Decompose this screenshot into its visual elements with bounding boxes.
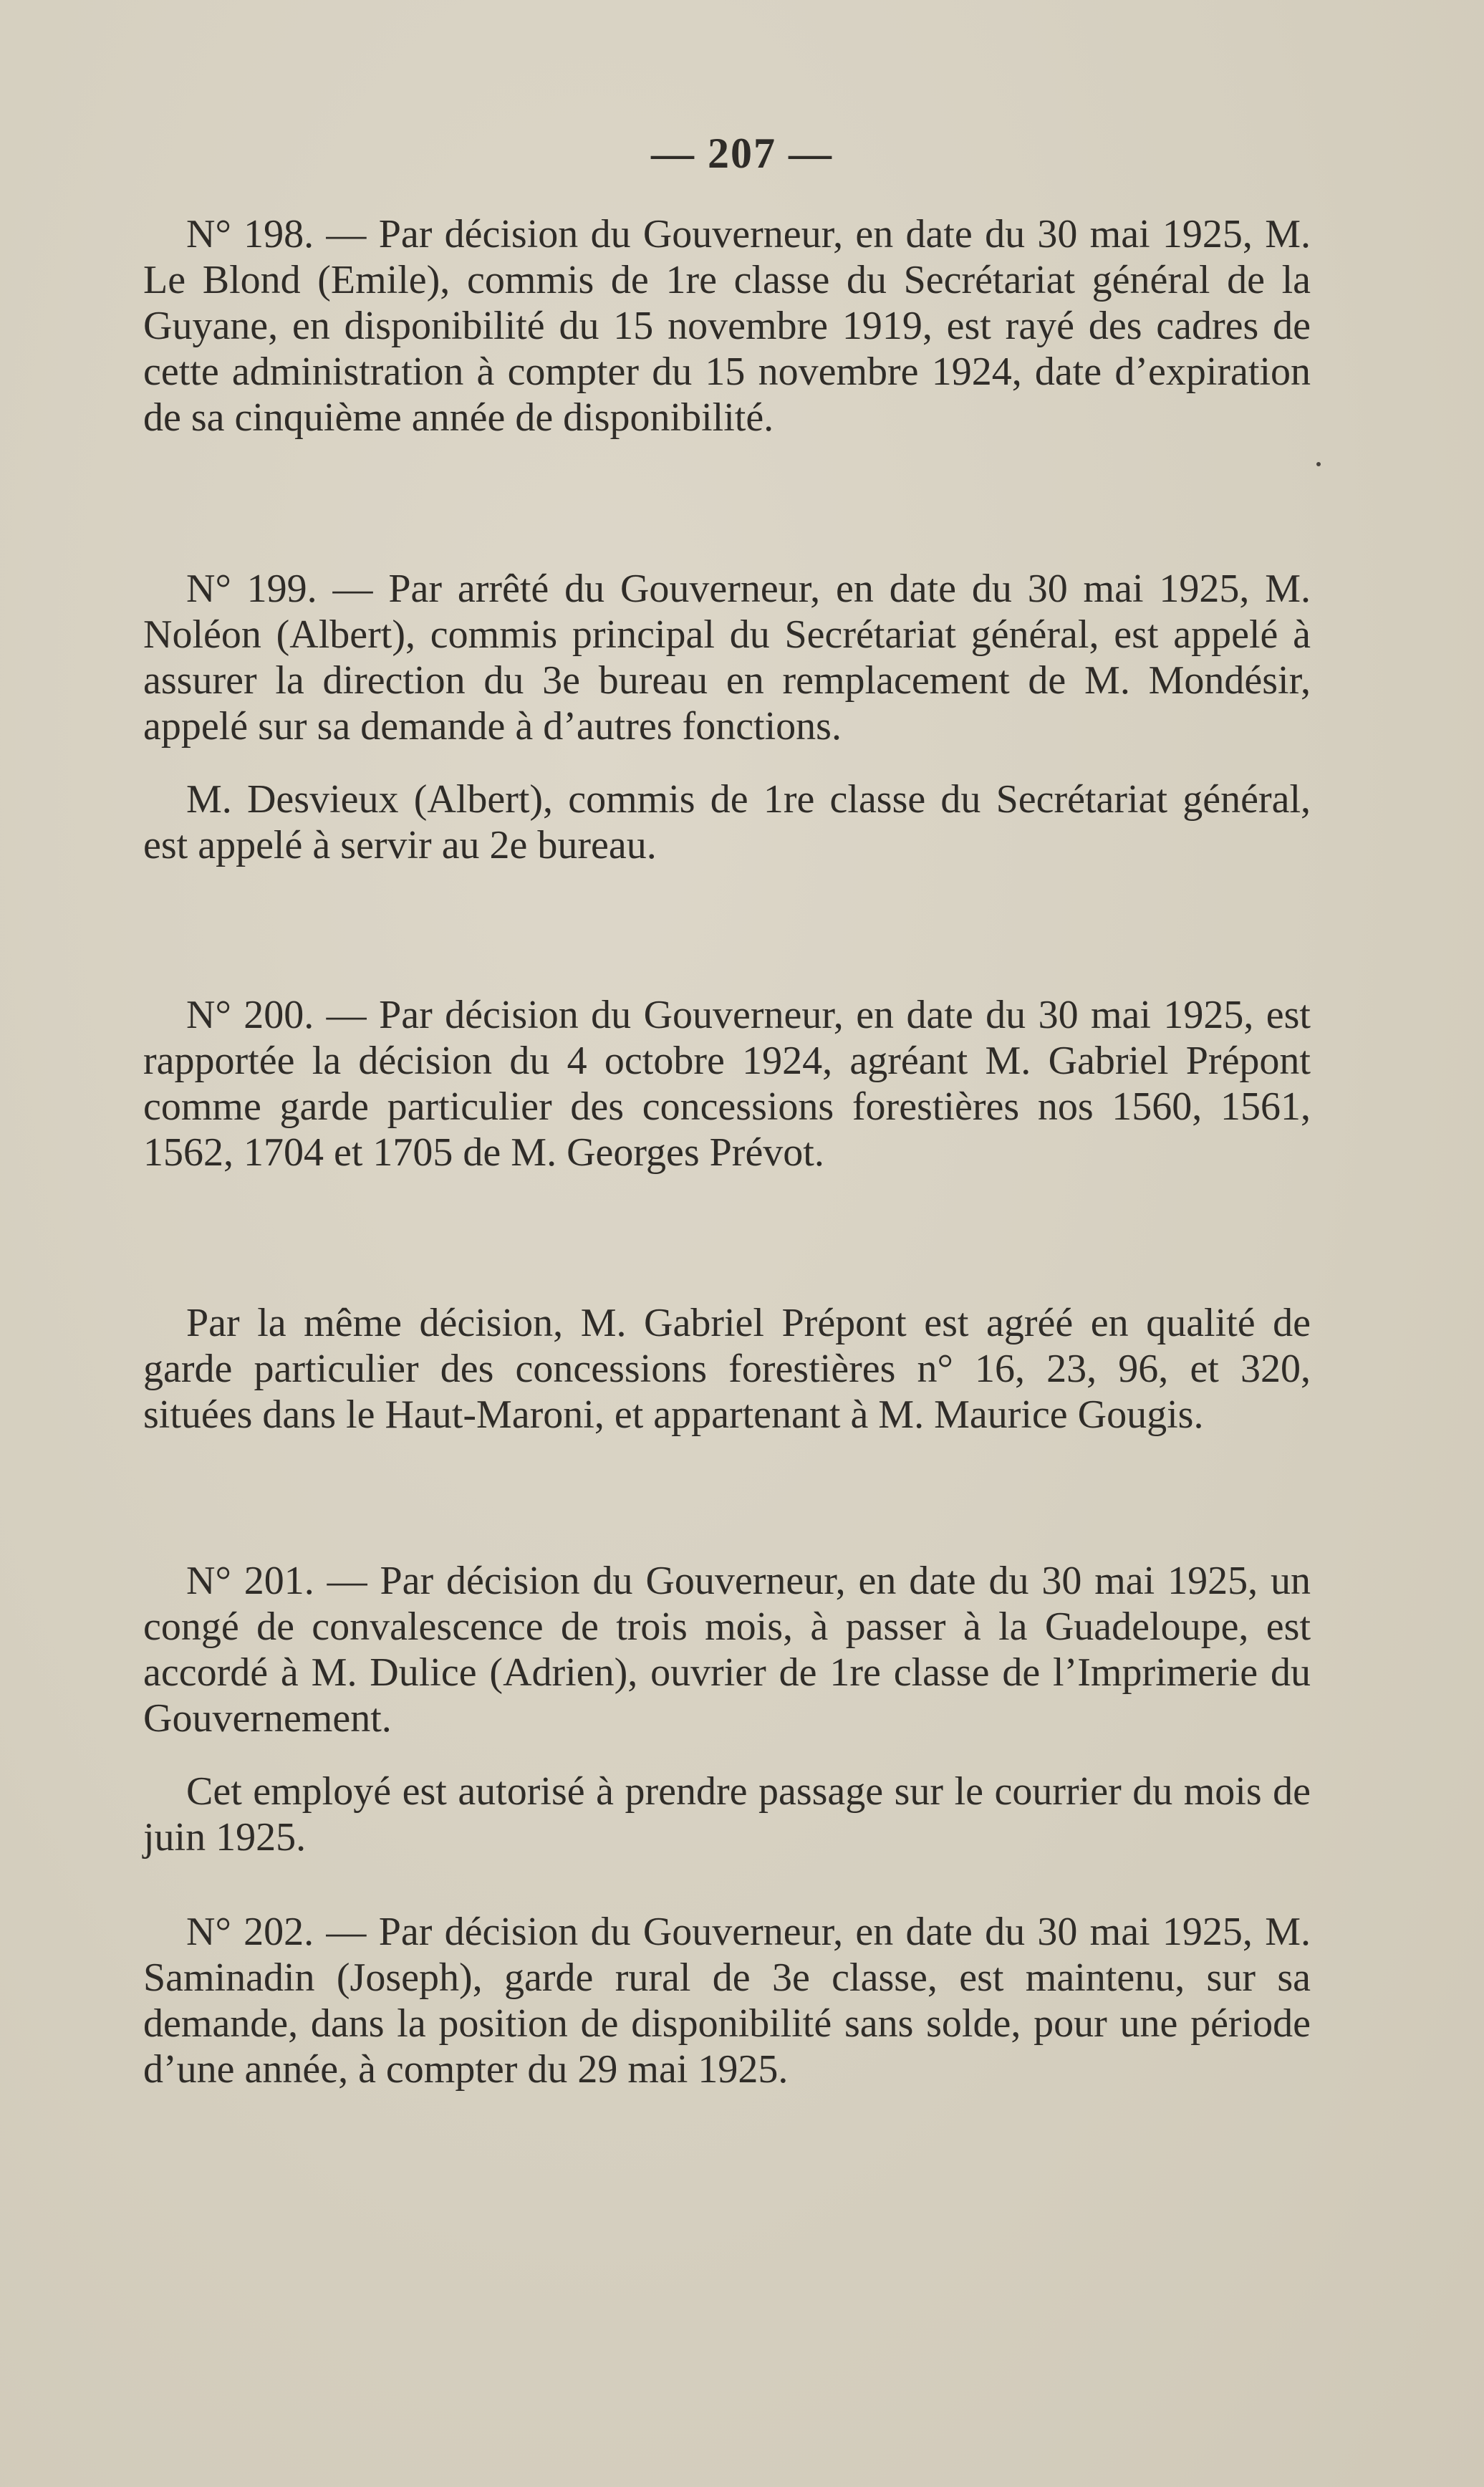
paragraph: N° 202. — Par décision du Gouverneur, en date du 30 mai 1925, M. Saminadin (Joseph), garde rural de 3e classe, est maintenu, sur sa demande, dans la position de disponibilité sans solde, pour une période d’une année, à compter du 29 mai 1925.	[143, 1910, 1311, 2092]
paragraph: N° 198. — Par décision du Gouverneur, en date du 30 mai 1925, M. Le Blond (Emile), commis de 1re classe du Secrétariat général de la Guyane, en disponibilité du 15 novembre 1919, est rayé des cadres de cette administration à compter du 15 novembre 1924, date d’expiration de sa cinquième année de disponibilité.	[143, 212, 1311, 440]
entry-199	[143, 566, 1311, 868]
ink-speck	[1316, 462, 1321, 466]
entry-202	[143, 1909, 1311, 2092]
paragraph: N° 200. — Par décision du Gouverneur, en date du 30 mai 1925, est rapportée la décision du 4 octobre 1924, agréant M. Gabriel Prépont comme garde particulier des concessions forestières nos 1560, 1561, 1562, 1704 et 1705 de M. Georges Prévot.	[143, 993, 1311, 1175]
paragraph: N° 201. — Par décision du Gouverneur, en date du 30 mai 1925, un congé de convalescence de trois mois, à passer à la Guadeloupe, est accordé à M. Dulice (Adrien), ouvrier de 1re classe de l’Imprimerie du Gouvernement.	[143, 1559, 1311, 1741]
entry-198	[143, 211, 1311, 441]
paragraph: N° 199. — Par arrêté du Gouverneur, en date du 30 mai 1925, M. Noléon (Albert), commis principal du Secrétariat général, est appelé à assurer la direction du 3e bureau en remplacement de M. Mondésir, appelé sur sa demande à d’autres fonctions.	[143, 567, 1311, 749]
entry-200	[143, 992, 1311, 1175]
paragraph: M. Desvieux (Albert), commis de 1re classe du Secrétariat général, est appelé à servir au 2e bureau.	[143, 777, 1311, 867]
paragraph: Par la même décision, M. Gabriel Prépont est agréé en qualité de garde particulier des concessions forestières n° 16, 23, 96, et 320, situées dans le Haut-Maroni, et appartenant à M. Maurice Gougis.	[143, 1301, 1311, 1437]
entry-201	[143, 1558, 1311, 1860]
page-number: — 207 —	[651, 130, 833, 177]
entry-200-continued	[143, 1300, 1311, 1438]
paragraph: Cet employé est autorisé à prendre passage sur le courrier du mois de juin 1925.	[143, 1769, 1311, 1860]
